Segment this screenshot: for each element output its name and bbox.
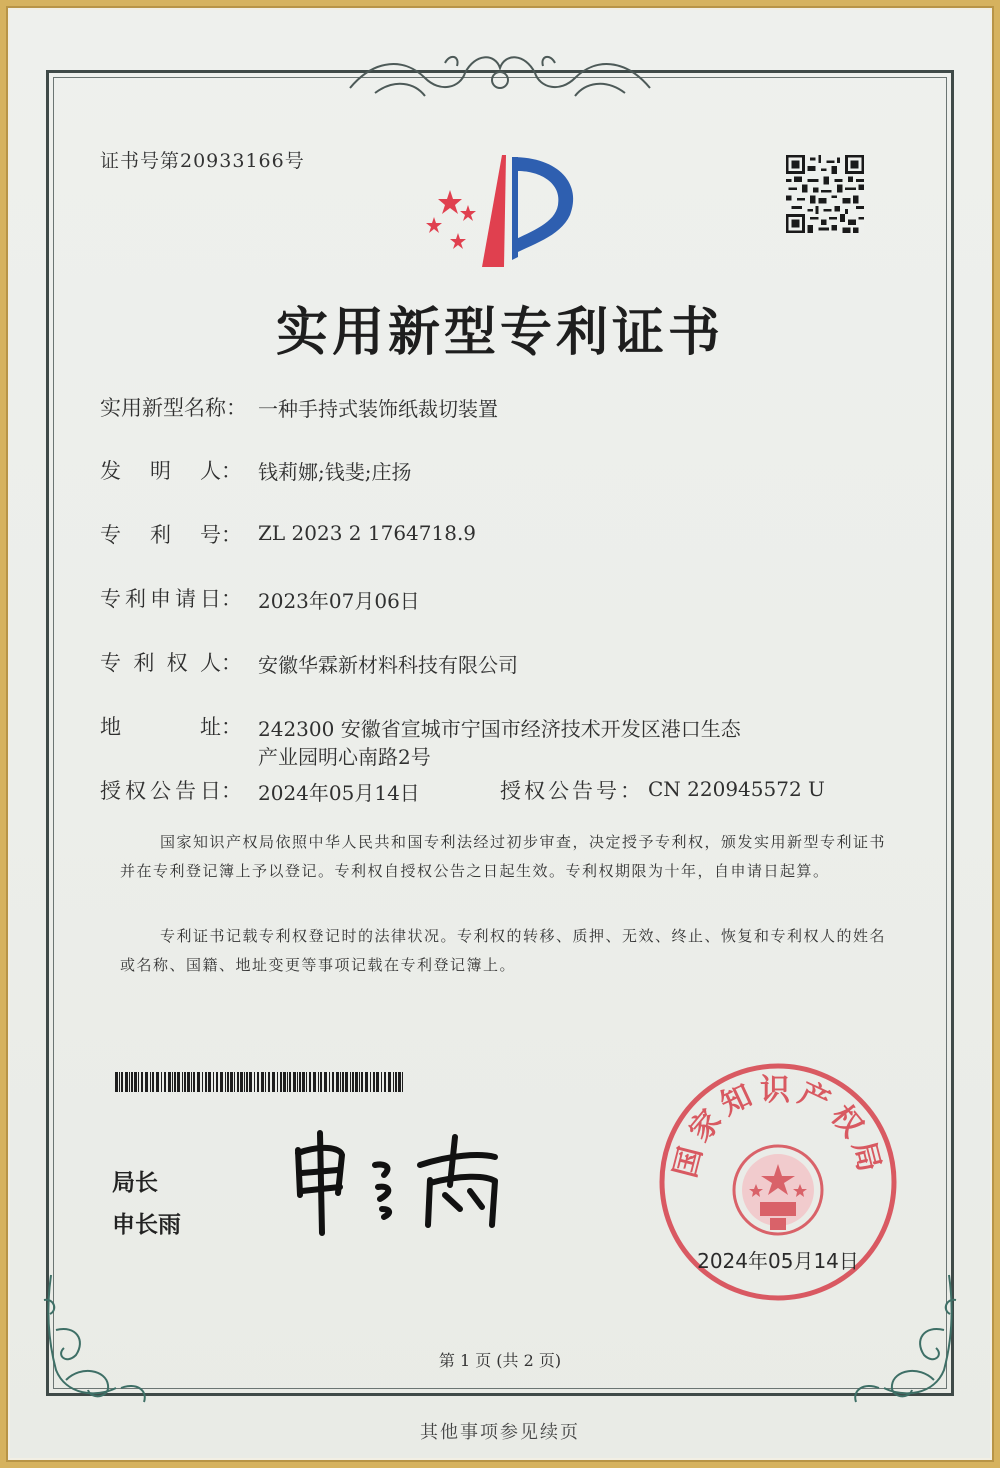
legal-paragraph-1: 国家知识产权局依照中华人民共和国专利法经过初步审查，决定授予专利权，颁发实用新型专利证书并在专利登记簿上予以登记。专利权自授权公告之日起生效。专利权期限为十年，自申请日起算。 — [120, 833, 887, 880]
director-name: 申长雨 — [112, 1212, 181, 1238]
director-title: 局长 — [112, 1170, 158, 1196]
grant-number-label: 授权公告号： — [500, 779, 644, 803]
official-seal — [656, 1060, 900, 1304]
address-line-1: 242300 安徽省宣城市宁国市经济技术开发区港口生态 — [258, 717, 741, 741]
barcode-icon — [115, 1072, 405, 1092]
legal-paragraph-2: 专利证书记载专利权登记时的法律状况。专利权的转移、质押、无效、终止、恢复和专利权人的姓名或名称、国籍、地址变更等事项记载在专利登记簿上。 — [120, 927, 887, 974]
national-emblem-icon — [734, 1146, 822, 1234]
patent-number-value: ZL 2023 2 1764718.9 — [258, 521, 477, 545]
utility-name-label: 实用新型名称： — [100, 396, 247, 420]
inventors-value: 钱莉娜;钱斐;庄扬 — [258, 460, 412, 484]
cnipa-logo-icon — [420, 145, 585, 270]
qr-code-icon — [786, 155, 864, 233]
seal-ring-text: 国家知识产权局 — [667, 1073, 889, 1182]
patent-number-label: 专 利 号： — [100, 523, 242, 547]
inventor-label: 发 明 人： — [100, 459, 242, 483]
filing-date-value: 2023年07月06日 — [258, 589, 420, 613]
grant-number-value: CN 220945572 U — [648, 777, 825, 801]
page-number: 第 1 页 (共 2 页) — [438, 1351, 562, 1370]
certificate-title: 实用新型专利证书 — [275, 303, 724, 363]
signature-image — [280, 1125, 530, 1240]
patentee-value: 安徽华霖新材料科技有限公司 — [258, 653, 518, 677]
address-line-2: 产业园明心南路2号 — [258, 745, 431, 769]
bottom-left-ornament-icon — [36, 1270, 156, 1410]
certificate-number: 证书号第20933166号 — [100, 150, 305, 172]
grant-date-value: 2024年05月14日 — [258, 781, 420, 805]
patentee-label: 专 利 权 人： — [100, 651, 242, 675]
filing-date-label: 专 利 申 请 日： — [100, 587, 242, 611]
address-label: 地 址： — [100, 715, 242, 739]
grant-date-label: 授 权 公 告 日： — [100, 779, 242, 803]
utility-name-value: 一种手持式装饰纸裁切装置 — [258, 397, 498, 421]
seal-date: 2024年05月14日 — [697, 1249, 859, 1273]
footer-note: 其他事项参见续页 — [420, 1422, 580, 1443]
top-ornament-icon — [345, 48, 655, 104]
